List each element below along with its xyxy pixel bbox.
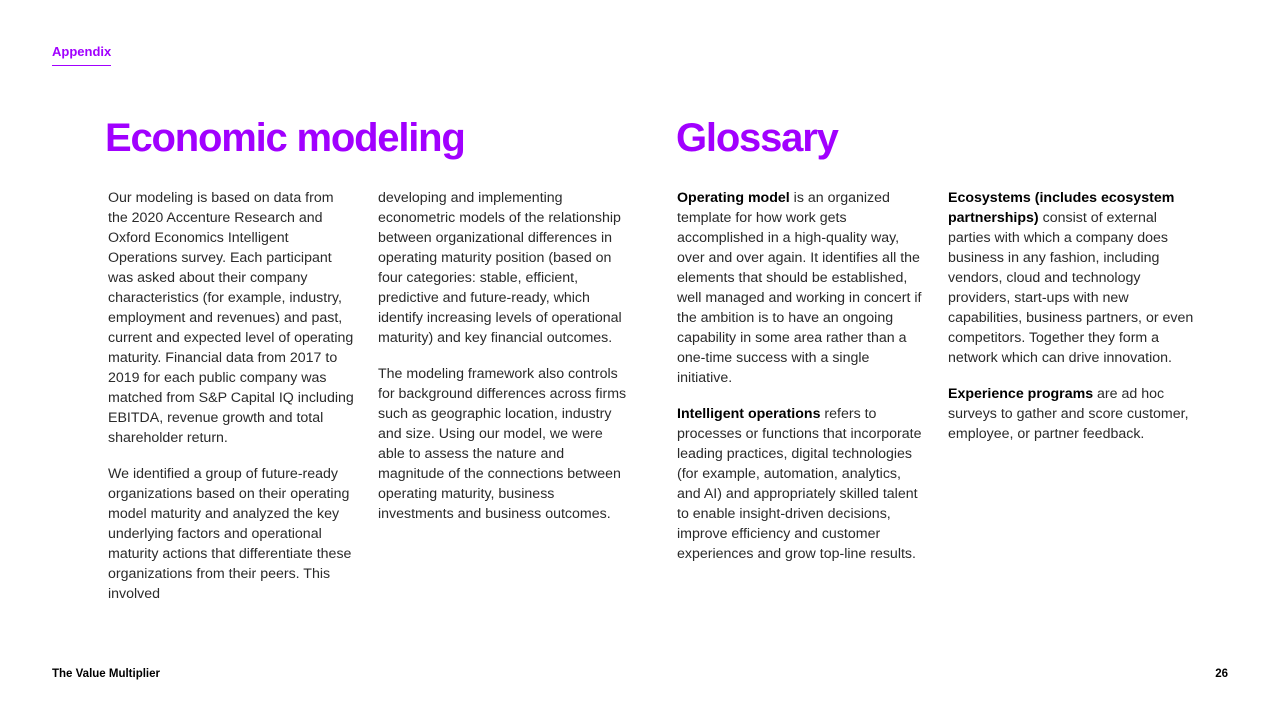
economic-modeling-paragraph: We identified a group of future-ready organizations based on their operating model maturity and analyzed the key underlying factors and operational maturity actions that differentiate these organizations from their peers. This involved (108, 466, 352, 602)
economic-modeling-paragraph: The modeling framework also controls for background differences across firms such as geographic location, industry and size. Using our model, we were able to assess the nature and magnitude of the connections between operating maturity, business investments and business outcomes. (378, 366, 627, 522)
glossary-term: Operating model (677, 190, 790, 206)
glossary-entry (948, 384, 1200, 444)
glossary-column-2 (948, 188, 1200, 460)
glossary-heading: Glossary (676, 116, 838, 160)
glossary-entry (948, 188, 1200, 368)
economic-modeling-paragraph: Our modeling is based on data from the 2020 Accenture Research and Oxford Economics Intelligent Operations survey. Each participant was asked about their company characteristics (for example, industry, employment and revenues) and past, current and expected level of operating maturity. Financial data from 2017 to 2019 for each public company was matched from S&P Capital IQ including EBITDA, revenue growth and total shareholder return. (108, 190, 354, 446)
glossary-definition: refers to processes or functions that incorporate leading practices, digital technologies (for example, automation, analytics, and AI) and appropriately skilled talent to enable insight-driven decisions, improve efficiency and customer experiences and grow top-line results. (677, 406, 922, 562)
page-number: 26 (1215, 668, 1228, 680)
section-label: Appendix (52, 44, 111, 66)
glossary-definition: are ad hoc surveys to gather and score customer, employee, or partner feedback. (948, 386, 1189, 442)
glossary-term: Experience programs (948, 386, 1094, 402)
economic-modeling-column-2 (378, 188, 630, 540)
economic-modeling-column-1 (108, 188, 356, 620)
glossary-entry (677, 404, 922, 564)
glossary-entry (677, 188, 922, 388)
economic-modeling-paragraph: developing and implementing econometric models of the relationship between organizational differences in operating maturity position (based on four categories: stable, efficient, predictive and future-ready, which identify increasing levels of operational maturity) and key financial outcomes. (378, 190, 622, 346)
glossary-term: Intelligent operations (677, 406, 821, 422)
glossary-term: Ecosystems (includes ecosystem partnerships) (948, 190, 1175, 226)
glossary-column-1 (677, 188, 922, 580)
glossary-definition: is an organized template for how work gets accomplished in a high-quality way, over and over again. It identifies all the elements that should be established, well managed and working in concert if the ambition is to have an ongoing capability in some area rather than a one-time success with a single initiative. (677, 190, 922, 386)
footer-document-title: The Value Multiplier (52, 668, 160, 680)
economic-modeling-heading: Economic modeling (105, 116, 465, 160)
glossary-definition: consist of external parties with which a company does business in any fashion, including vendors, cloud and technology providers, start-ups with new capabilities, business partners, or even competitors. Together they form a network which can drive innovation. (948, 210, 1194, 366)
